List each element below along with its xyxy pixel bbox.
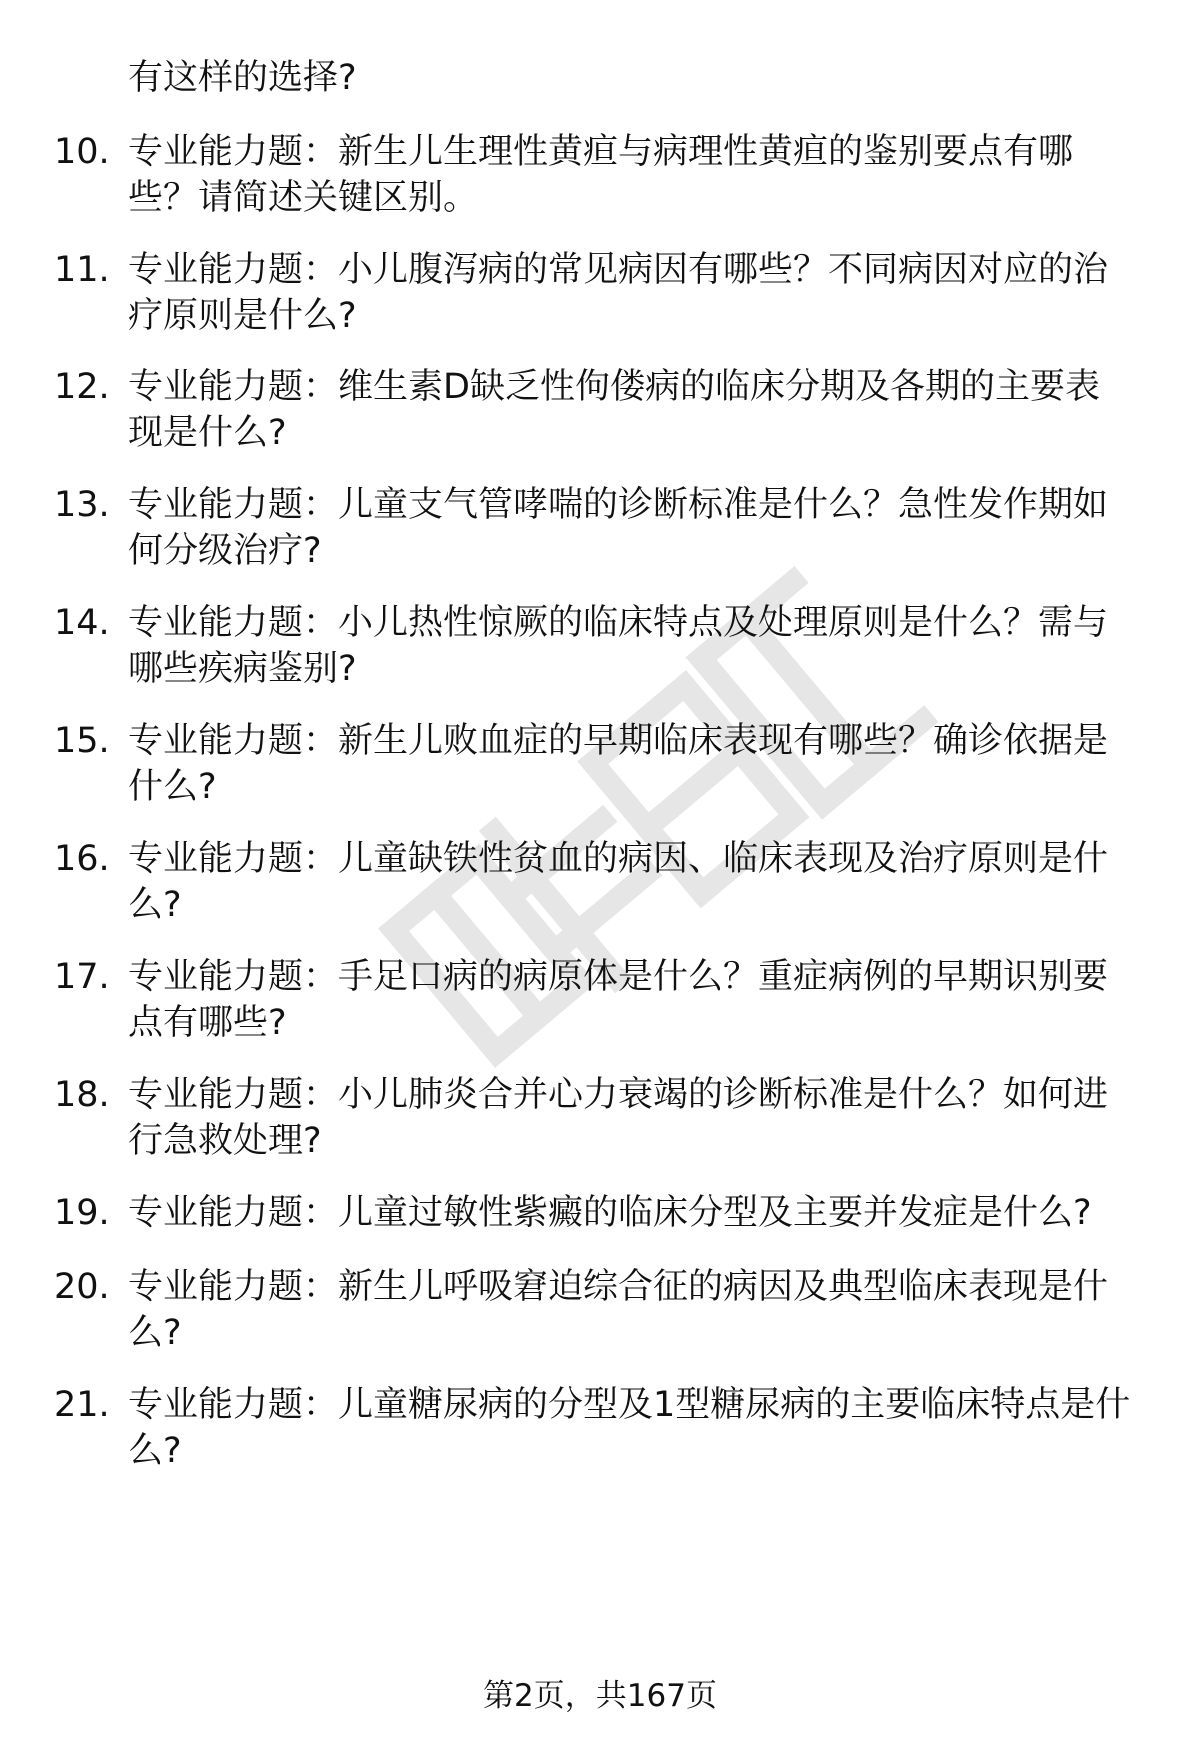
question-text-line1: 专业能力题：新生儿败血症的早期临床表现有哪些？确诊依据是	[128, 721, 1109, 761]
question-number: 16.	[54, 839, 110, 879]
question-text-line1: 专业能力题：儿童支气管哮喘的诊断标准是什么？急性发作期如	[128, 485, 1109, 525]
question-text-line2: 点有哪些?	[128, 1003, 287, 1043]
question-number: 10.	[54, 132, 110, 172]
question-number: 11.	[54, 250, 110, 290]
question-text-line1: 专业能力题：手足口病的病原体是什么？重症病例的早期识别要	[128, 957, 1109, 997]
question-text-line1: 专业能力题：小儿肺炎合并心力衰竭的诊断标准是什么？如何进	[128, 1075, 1109, 1115]
question-text-line2: 么?	[128, 885, 182, 925]
question-text-line2: 么?	[128, 1431, 182, 1471]
question-text-line1: 专业能力题：新生儿呼吸窘迫综合征的病因及典型临床表现是什	[128, 1267, 1109, 1307]
question-number: 13.	[54, 485, 110, 525]
question-text-line1: 专业能力题：维生素D缺乏性佝偻病的临床分期及各期的主要表	[128, 367, 1100, 407]
question-text-line1: 专业能力题：儿童糖尿病的分型及1型糖尿病的主要临床特点是什	[128, 1385, 1131, 1425]
question-text-line2: 么?	[128, 1313, 182, 1353]
question-text-line1: 专业能力题：儿童缺铁性贫血的病因、临床表现及治疗原则是什	[128, 839, 1109, 879]
question-text-line2: 现是什么?	[128, 413, 287, 453]
question-number: 18.	[54, 1075, 110, 1115]
question-text-line1: 专业能力题：儿童过敏性紫癜的临床分型及主要并发症是什么?	[128, 1193, 1092, 1233]
question-number: 21.	[54, 1385, 110, 1425]
question-text-line2: 疗原则是什么?	[128, 296, 357, 336]
continuation-text: 有这样的选择?	[128, 58, 357, 98]
question-text-line1: 专业能力题：小儿热性惊厥的临床特点及处理原则是什么？需与	[128, 603, 1109, 643]
question-text-line2: 行急救处理?	[128, 1121, 322, 1161]
question-number: 15.	[54, 721, 110, 761]
page-footer: 第2页，共167页	[483, 1678, 717, 1714]
question-text-line2: 些？请简述关键区别。	[128, 178, 479, 218]
question-text-line1: 专业能力题：小儿腹泻病的常见病因有哪些？不同病因对应的治	[128, 250, 1109, 290]
question-text-line2: 什么?	[128, 767, 217, 807]
question-text-line2: 哪些疾病鉴别?	[128, 649, 357, 689]
question-text-line2: 何分级治疗?	[128, 531, 322, 571]
question-number: 17.	[54, 957, 110, 997]
question-number: 20.	[54, 1267, 110, 1307]
question-text-line1: 专业能力题：新生儿生理性黄疸与病理性黄疸的鉴别要点有哪	[128, 132, 1074, 172]
question-number: 19.	[54, 1193, 110, 1233]
watermark-graphic	[330, 470, 1030, 1170]
question-number: 14.	[54, 603, 110, 643]
question-number: 12.	[54, 367, 110, 407]
